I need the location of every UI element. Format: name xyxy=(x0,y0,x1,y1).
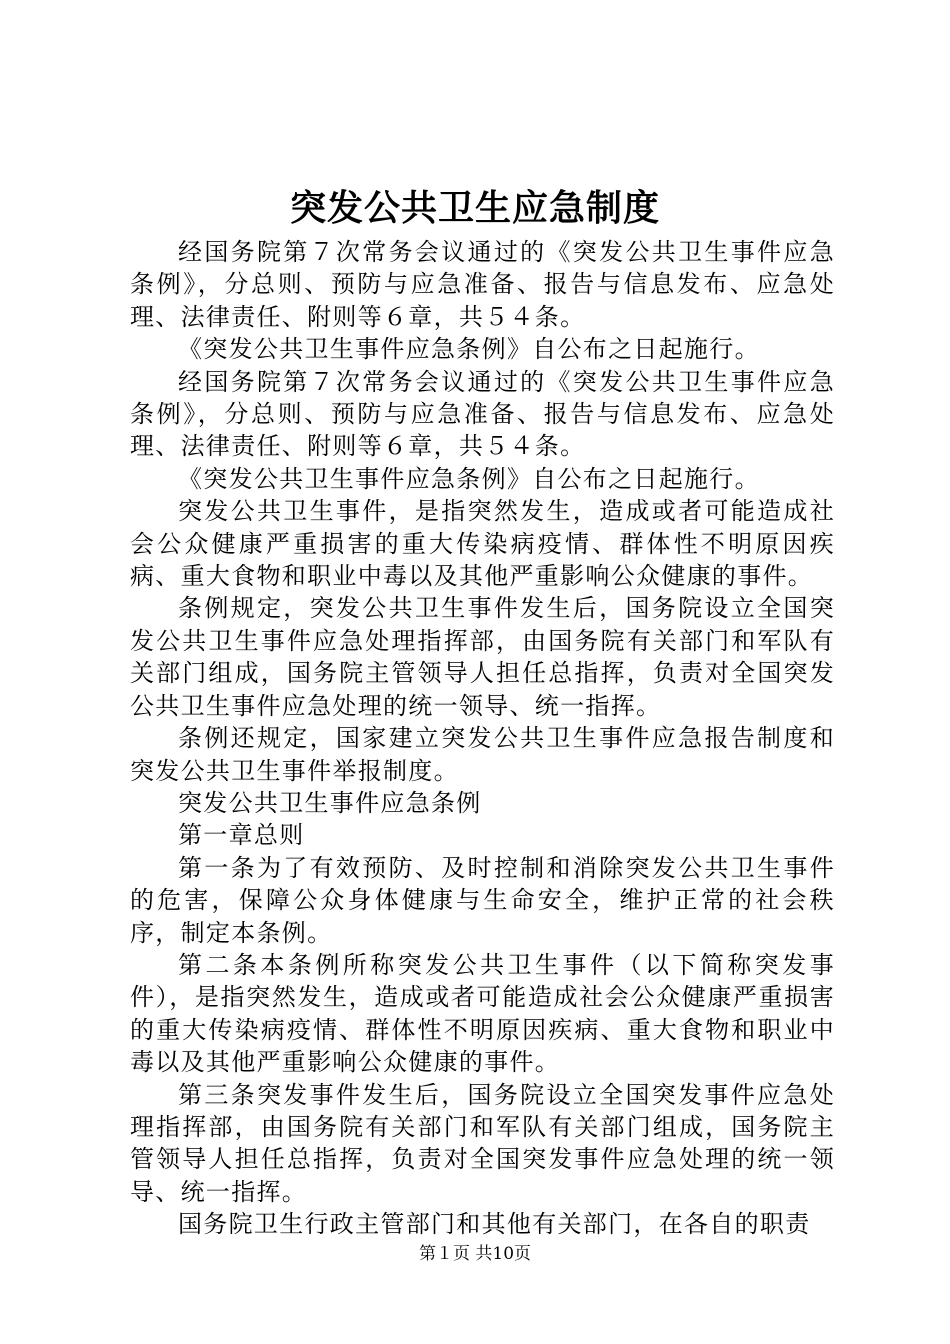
paragraph: 经国务院第７次常务会议通过的《突发公共卫生事件应急条例》，分总则、预防与应急准备、报告与信息发布、应急处理、法律责任、附则等６章，共５４条。 xyxy=(130,367,835,461)
article-paragraph: 第二条本条例所称突发公共卫生事件（以下简称突发事件），是指突然发生，造成或者可能造成社会公众健康严重损害的重大传染病疫情、群体性不明原因疾病、重大食物和职业中毒以及其他严重影响公众健康的事件。 xyxy=(130,950,835,1077)
paragraph: 突发公共卫生事件，是指突然发生，造成或者可能造成社会公众健康严重损害的重大传染病疫情、群体性不明原因疾病、重大食物和职业中毒以及其他严重影响公众健康的事件。 xyxy=(130,497,835,591)
chapter-heading: 第一章总则 xyxy=(178,821,305,850)
paragraph: 国务院卫生行政主管部门和其他有关部门，在各自的职责 xyxy=(178,1210,811,1239)
section-heading: 突发公共卫生事件应急条例 xyxy=(178,788,482,817)
paragraph: 经国务院第７次常务会议通过的《突发公共卫生事件应急条例》，分总则、预防与应急准备、报告与信息发布、应急处理、法律责任、附则等６章，共５４条。 xyxy=(130,238,835,331)
paragraph: 条例还规定，国家建立突发公共卫生事件应急报告制度和突发公共卫生事件举报制度。 xyxy=(130,724,835,785)
article-paragraph: 第一条为了有效预防、及时控制和消除突发公共卫生事件的危害，保障公众身体健康与生命安全，维护正常的社会秩序，制定本条例。 xyxy=(130,853,835,947)
document-body xyxy=(130,236,835,1241)
paragraph: 《突发公共卫生事件应急条例》自公布之日起施行。 xyxy=(178,464,760,493)
paragraph: 《突发公共卫生事件应急条例》自公布之日起施行。 xyxy=(178,335,760,364)
document-title: 突发公共卫生应急制度 xyxy=(289,187,660,229)
article-paragraph: 第三条突发事件发生后，国务院设立全国突发事件应急处理指挥部，由国务院有关部门和军队有关部门组成，国务院主管领导人担任总指挥，负责对全国突发事件应急处理的统一领导、统一指挥。 xyxy=(130,1080,835,1206)
paragraph: 条例规定，突发公共卫生事件发生后，国务院设立全国突发公共卫生事件应急处理指挥部，由国务院有关部门和军队有关部门组成，国务院主管领导人担任总指挥，负责对全国突发公共卫生事件应急处理的统一领导、统一指挥。 xyxy=(130,594,835,720)
page-footer: 第１页 共10页 xyxy=(418,1244,532,1264)
